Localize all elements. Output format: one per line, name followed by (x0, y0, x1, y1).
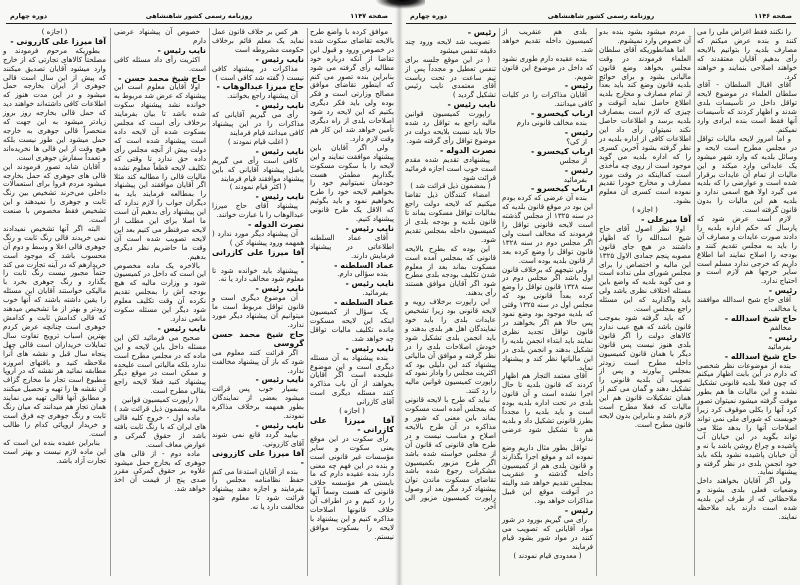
paragraph: و اما امروز لایحه مالیات تواقل در مجلس مطرح است لایحه و وسائل بلدیه که وارد شهر میشود یک عایداتی وارد میکند و این مالیات از تمام آن عایدات برقرار شده است و عوارضی را که بلدیه می گیرد اولا هیچ اسمی ندارد و بلدیه هم این مالیات را بدون قانون گرفته است. (697, 133, 797, 215)
newspaper-title: روزنامه رسمی کشور شاهنشاهی (145, 12, 253, 20)
paragraph: بالاخره یک ماده مخصوص این است که داخل در کمیسیون شود و وزارت مالیه که هیچ بودجه اش را بمجلس تقدیم نکرده آن وقت تکلیف معلوم شود دیگر این مسئله سکوت مانعی ندارد. (114, 260, 206, 323)
paragraph: آقایان شاید تصور فرمودند این قالی های جوهری که حمل بخارجه میشود مردم فروا برای استعمالات داخلی می‌خرند تشخیص بین رنگ ثابت و جوهری را نمیدهند و این تشخیص فقط مخصوص با صنعت است. (3, 161, 106, 225)
procedural-note: ( راپورت کمیسیون قوانین مالیه بمضمون ذیل قرائت شد ) (114, 395, 206, 414)
right-page (402, 0, 800, 585)
speaker-name: نایب رئیس - (345, 343, 394, 353)
paragraph: راپورت کمیسیون قوانین مالیه راجع به تواقل رد شده حالا باید نسبت بلایحه دولت در موضوع تواقل رأی گرفته شود. (405, 109, 496, 145)
binding-shadow (375, 0, 425, 9)
paragraph: اولا آقایان معلوم است این پیشنهاد که عرض شد مربوط به خوانده نشد پیشنهاد سکوت شده باشد تا بیان بفرمایند برخلاف رأی است که مجلس بسکوت شده آن لایحه داده است پیشنهاد شده است که دولت پیش از آنچه مجلس رأی داده حق ندارد تا وقتی که تکلیف لایحه قطعاً معلوم نشده مالیات قالی را مطالبه کند مثلا اگر آقایان موافقند این پیشنهاد را بمطالعه فرمایند باید به دیگران جواب را لازم ندارد که این پیشنهاد رأی بدهیم آن است ما اصلا برای این مطلب از لایحه صرفنظر می کنیم بعد این لایحه تصویب شده است آن وقت ما حاضریم نظر دیگری بدهیم. (114, 82, 206, 261)
text-column (502, 28, 593, 560)
column-divider (596, 28, 597, 576)
procedural-note: ( اجازه ) (41, 27, 68, 36)
paragraph: آقای حاج شیخ اسدالله موافقند یا مخالف. (697, 295, 797, 314)
paragraph: کافی است رأی می گیریم باصل پیشنهاد آقایانی که باین پیشنهاد موافقند قیام فرمایند (212, 155, 304, 183)
paragraph: ماده دوم - از قالی های جوهری که بخارج حمل میشود علاوه بر حقوق گمرکی مقرر صدی پنج از قیمت آن اخذ خواهد شد. (114, 448, 206, 494)
text-column (3, 28, 106, 465)
paragraph: آن پیشنهاد دیگر مورد ندارد ( همهمه ورود پیشنهاد کن ) (212, 228, 304, 247)
speaker-name: عماد السلطنه - (334, 298, 394, 308)
paragraph: آن موضوع دیگری است و قانون تواقل مربوط است ما میتوانیم آن پیشنهاد دیگر مورد ندارد. (212, 293, 304, 329)
speaker-name: رئیس - (768, 332, 797, 342)
procedural-note: ( اکثر قیام نمودند ) (229, 182, 287, 192)
text-column (310, 28, 394, 542)
paragraph: پیشنهاد آقای حاج میرزا عبدالوهاب را با عبارت خوانند. (212, 201, 304, 220)
paragraph: البته اگر آنها تشخیص نمیدادند نمی خریدند قالی رنگ ثابت و رنگ جوهری قالی اعلا و وسط و دوم آن محسوب باشد که موجود است خریدارهم که در آینه تجارت می کند حتماً مجبور نیست رنگ ثابت را بگذارد و رنگ جوهری بخرد با مالیکی خواستند آقایان این مسئله را یقین داشته باشند که آنها خوب زودتر و بهتر از ما تشخیص میدهند که قالی کدامش ثابت و کدامش جوهری است چنانچه عرض کردم بهترین اسباب ترویج تفاوت سال تمایلات خریداران است قالی چهل پنجاه سال قبل و نقشه های آنرا ملاحظه کنید و بافتهای امروزه مطابقه نمائید هر نقشه که در اروپا مطبوع است تجار ما مخارج گزاف آن نقشه ها را تهیه و تحصیل میکنند و مطابق آنها قالی تهیه می نمایند همان تجار هم میدانند که میان رنگ ثابت و رنگ جوهری چه فرق است و خریدار اروپائی کدام را طالب است. (3, 223, 106, 438)
paragraph: اولا نظر اصول آقای حاج شیخ اسدالله را که اظهار داشتند در هیچ جای قانون مصوبه پنجم جمادی الاول ۱۳۲۵ این مالیه و اختصاص را برای مجلس شورای ملی نداده است و می گوید بلدیه که واضع باین مسئله اختلاف نظری باشد ولی باید واگذارید که این مسئله راجع بمجلس است. (599, 223, 691, 314)
paragraph: این بوده که بطرح بالایحه قانونی که بمجلس آمده است مسکوت بماند بعد از معلوم شدن تکلیف بودجه بلدی مطرح شود اگر آقایان موافق هستند رأی بدهند. (405, 243, 496, 298)
page-gutter-shadow (395, 0, 403, 585)
procedural-note: ( اجازه ) (632, 205, 658, 215)
speaker-name: آقا میرزا علی کازرانی - (310, 415, 394, 434)
paragraph: این راپورت برخلاف رویه و لایحه قانونی بود زیرا تشخیص عایدات بلدی را باید خود نمایندگان اهل هر بلدی بدهند و باید انجمن بلدی تشکیل شود خودش اصلاحات بلدی را در نظر گرفته و موافق آن مالیاتی پیشنهاد کند این دلیلی بود که اکثریت مجلس را وادار نمود که راپورت کمیسیون قوانین مالیه را رد کنند. (405, 297, 496, 396)
paragraph: اکثریت رأی داد مسئله کافی است. (114, 54, 206, 73)
paragraph: آقای عماد السلطنه اطلاعاتی در پیشنهاد فرمایش دارند. (310, 232, 394, 260)
paragraph: اگر قرائت کنند معلوم می شود که باز آن پیشنهاد مخالفت ندارد. (212, 347, 304, 375)
paragraph: یک سؤال از کمیسیون اینکه این لایحه مسکوت مانده تکلیف مالیات تواقل چه خواهد شد. (310, 307, 394, 343)
paragraph: از مجلس (559, 155, 587, 165)
speaker-name: رئیس - (564, 81, 593, 91)
speaker-name: نایب رئیس - (447, 100, 496, 110)
text-column (405, 28, 496, 512)
paragraph: رأی سکوت در این موقع یعنی سکوت و سایر مؤسسات غیر قانونی است و بنده در این فهم چه معنی دارد بنده عقیده دارم که ما بایستی هر مؤسسه خلاف قانونی که هست وسعاً آنها را رد کنیم و در اطراف آن خلاف قانونها اصلاحات مذاکره کنیم و این پیشنهاد با لایحه را بسکوت موافق نیستم. (310, 433, 394, 541)
speaker-name: نصرت الدوله - (248, 220, 304, 230)
paragraph: مردم میشود بشود بنده بدو آن خصوص وارد نمیشوم. (599, 27, 691, 45)
paragraph: ولی اگر آقایان بخواهند داخل وضعیات فعلی بلدی بشوند و ملاحظاتی که از طرف این بلدیه شده است دارند باید ملاحظه نمایند. (697, 476, 797, 521)
text-column (697, 28, 797, 522)
speaker-name: نایب رئیس - (255, 420, 304, 430)
speaker-name: ارباب کیخسرو - (530, 146, 593, 156)
speaker-name: نصرت الدوله - (440, 145, 496, 155)
text-column (212, 28, 304, 512)
header-rule (6, 23, 392, 24)
page-number: صفحه ۱۱۴۶ (754, 12, 792, 20)
procedural-note: ( بمضمون ذیل قرائت شد ) (410, 181, 491, 191)
paragraph: هر کس بر خلاف قانون عمل نماید یک معلم قائم برخلاف حکومت مشروطه است (212, 27, 304, 54)
speaker-name: آقا میرزا علی کازرونی - (10, 36, 106, 46)
paragraph: آقایان مذاکرات را در کلیات کافی میدانند. (502, 90, 593, 109)
paragraph: موافق کرده با واضع طرح بالایحه تقاضای سکوت شده در خصوص ورود و قبول این تقاضا از آنکه درباره خود مطالبه رأی گرفته می شود بنابراین بنده تصور می کنم که اینطور تقاضای موافق مصالح وزارتی است و فکر بوده ولی باید فکر دیگری بکنیم که این لایحه رد شود اصلاحات بلدی از راه دیگری تأمین خواهد شد این کار هم وقت لازم دارد. (310, 27, 394, 143)
paragraph: رأی می گیریم بورود در شور مواد آقایانی که تصویب می کنند در مواد شور بشود قیام فرمایند (502, 514, 593, 551)
paragraph: مخالفم (769, 322, 791, 332)
paragraph: بنده از موضوعات نظر شخصی که دارم در این بابت اظهار میکنم که چون فعلا بلدیه قانونی تشکیل نشده و این مالیات ها هم بطور موقت گرفته میشود نمیتوان تصور کرد آنها را بکلی موقوف کرد زیرا خوبست که شورای ملی نمی تواند اصلاحات آنها را بدهد مثلا می تواند بگوید در این خیابان آب پاشیده و چراغ روشن باشد یا نه و آن خیابان پاشیده نشود بلکه باید خود انجمن بلدی در نظر گرفته و پیشنهاد نماید. (697, 360, 797, 477)
speaker-name: نایب رئیس - (345, 279, 394, 289)
paragraph: لازم است عرض شود که پارسال که حکم اداره بلدیه را دادند صورت عایدات و مصارف آن را باید به مجلس تقدیم کنند و بودجه را اصلاح نمایند اما اطلاع داریم که خرجی ندارد مسلم است سایر خرجها هم لازم است و احتیاج ندارد. (697, 214, 797, 286)
paragraph: بفرمائید. (362, 288, 388, 298)
text-column (599, 28, 691, 430)
paragraph: بنابراین عقیده بنده این است که این ماده لازم نیست و بهتر است تجارت آزاد باشد. (3, 437, 106, 465)
paragraph: رأی می گیریم آقایانی که مذاکرات را در این پیشنهاد کافی میدانند قیام فرمایند (212, 110, 304, 137)
paragraph: صحیح می فرمائید لکن این مسئله داخل باین لایحه و این ماده که در مجلس مطرح است ندارد بلکه مالیاتی است علیحده و ممکن است در موقع دیگر پیشنهاد کنید فعلا لایحه راجع بقالی مطرح است. (114, 332, 206, 396)
paragraph: مذاکرات در پیشنهاد کافی نیست ( گفته شد کافی است ) (212, 63, 304, 82)
procedural-note: ( معدودی قیام نمودند ) (513, 550, 582, 560)
page-header (6, 12, 392, 24)
speaker-name: عماد السلطنه - (334, 260, 394, 270)
paragraph: اما همانطوریکه آقای سلطان العلماء فرمودند در وقت مجلس بخواهد وضع قانون مالیاتی بشود و برای حوائج بلدیه قانون وضع کند باید بعداً از تمام مصارف و مخارج بلدیه اطلاع حاصل نماید آنوقت و چیزی که لازم است بمصارف بلدیه برسد و اطلاعات حاصل نکند نمیتوان رأی داد این اطلاعات کافی از اداره بلدیه در نظر گرفته بشود آخرین کسری را که اداره بلدیه می گوید موجود است از روی چه مأخذی است کمااینکه در وقت مورد مصارف و مخارج خودرا تقدیم نموده است کسری آن معلوم بشود. (599, 44, 691, 206)
speaker-name: رئیس - (467, 28, 496, 37)
speaker-name: حاج شیخ محمد حسن گروسی (212, 329, 304, 348)
paragraph: بیایید گردد قانع نمی شوند آقای کازرونی. (212, 429, 304, 448)
paragraph: ( در این موقع جلسه برای تنفس تعطیل و مجدداً پس از نیم ساعت در تحت ریاست آقای معتمدی نایب رئیس تشکیل گردید ) (405, 54, 496, 100)
column-divider (307, 28, 308, 576)
paragraph: آقای اقبال السلطان - آقای سلطان العلماء در موضوع لایحه تواقل داخل در تأسیسات بلدی شدند و اظهار کردند که تأسیسات آنها فقط است بنده ایرادی وارد نمیکنم. (697, 80, 797, 134)
speaker-name: حاج میرزا عبدالوهاب - (216, 82, 304, 92)
header-rule (406, 23, 796, 24)
paragraph: بنده سؤالی دارم. (337, 269, 388, 279)
paragraph: خصوص آن پیشنهاد عرضی دارم (114, 27, 206, 45)
paragraph: ولی نتیجهم که برخلاف قانون اول باشد اگر مجلس دوم در سنه ۱۳۲۸ قانون تواقل را وضع کرده بعداً قانونی بود که مجلس اول در سنه ۱۳۲۵ وقتی که بلدیه موجود بود وضع نمود پس حالا هم اگر بخواهند در قانون تواقل تجدید نظری نمایند باید ابتداء انجمن بلدیه را تشکیل بدهند و انجمن بلدی در این مالیاتها نظر کند و پیشنهاد نماید. (502, 264, 593, 372)
paragraph: بسیار خوب پس قرائت میشود بعضی از نمایندگان بطور همهمه برخلاف مذاکره نمودند. (212, 384, 304, 421)
speaker-name: حاج شیخ محمد حسن - (118, 73, 206, 83)
procedural-note: ( اغلب قیام نمودند ) (227, 136, 289, 146)
paragraph: بطوریکه مرحوم فرمودند و مصلحتاً کالاهای تجارتی که از خارج وارد میشود آقایان تصدیق میکنند که پیش از این سال است قالی جوهری از ایران بخارجه حمل میشود و در این مدت هنوز که اطلاعات کافی داشته‌اند خواهند دید که حمل قالی بخارجه روز بروز زیادتر میشود به این جهت که منحصراً قالی جوهری به خارجه حمل میشود این طور نیست بلکه هیچ وقت از این قالی ها نخریده‌اند و تعمداً سفارش جوهری است. (3, 45, 106, 162)
speaker-name: حاج شیخ اسدالله - (724, 351, 797, 361)
paragraph: بفرمائید (767, 341, 791, 351)
paragraph: بنده مخالف قانونی دارم (516, 118, 587, 128)
speaker-name: نایب رئیس - (255, 54, 304, 64)
paragraph: نباید که طرح با لایحه قانونی که بمجلس آمده است مسکوت بماند باین معنی که شور و مذاکره در آن طرح بالایحه اصلاح و مناسب نیست و در طرح های قانونی که قانون آن از مجلس خواسته شده باشد اگر طرح مزبور بکمیسیون مشکرات رجوع شده باشد تقاضای مسکوت ماندن توان پیشنهاد کرد مگر بعد از وصول راپورت کمیسیون مزبور الی آخر. (405, 395, 496, 512)
text-column (114, 28, 206, 494)
paragraph: ولی اگر آقایان باین پیشنهاد موافقت نمایند و این لایحه را با سکوت مسکوت بگذاریم مطمئن هست خودمان نمیتوانیم خود را بخواهیم لایحه خود را طرح بخواهیم نمود و باید بگوئیم که الاقل یک طرح قانونی پیشنهاد کنیم. (310, 142, 394, 224)
paragraph: پیشنهاد باید خوانده شود تا معلوم شود مخالف دارد یا نه. (212, 265, 304, 284)
page-header (406, 12, 796, 24)
speaker-name: نایب رئیس - (255, 101, 304, 111)
paragraph: بنده از آقایان استدعا می کنم حفظ نظامنامه مجلس را بفرمایند و اجازه دهند پیشنهاد قرائت شود تا معلوم شود مخالفت دارد یا نه. (212, 466, 304, 512)
column-divider (110, 28, 111, 576)
speaker-name: حاج شیخ اسدالله - (724, 314, 797, 323)
paragraph: از کی؟ (566, 136, 587, 146)
speaker-name: رئیس - (768, 286, 797, 296)
paragraph: امضاء کنندگان ذیل تقاضا میکنیم که لایحه دولت راجع بمالیات تواقل مسکوت بماند تا قانون بلدیه و بودجه بلدی از کمیسیون داخله بمجلس تقدیم شود. (405, 190, 496, 244)
paragraph: بنده پیشنهاد به آن مسئله دیگری است و این موضوع علیحده است اگر آقایان بخواهند از آن باب مذاکره کنند مسئله دیگری است آقای کازرانی (310, 352, 394, 407)
paragraph: آقای معتمد التجار هم اظهار کردند که قانون بلدیه تا حال اجرا نشده است و آن قانون بلدی در تحت اداره بلدیه بوده است و باید بلدیه را مجدداً بطرز قانونی تشکیل داد و بلدیه هم تا تشکیل شود عرضی ندارد. (502, 371, 593, 443)
speaker-name: نایب رئیس - (345, 223, 394, 233)
paragraph: را نکنند فقط اغراض ملی را می کنند و بنده عرض میکنم که مصارف بلدیه را بتوانیم بالایحه رأی بدهیم آقایان معتقدند که خواهند اصلاحی بنمایند و خواهند کرد. (697, 27, 797, 81)
speaker-name: رئیس - (564, 506, 593, 516)
speaker-name: نایب رئیس - (255, 146, 304, 156)
paragraph: بنده آن عرضی که کرده بودم این بود در موقع قانون بلدیه که در سنه ۱۳۲۵ از مجلس گذشته است لایحه قانونی تواقل را فرمودند که مخالف است ولی اگر مجلس دوم در سنه ۱۳۲۸ قانون تواقل را وضع کرده بعد از قانون بلدیه بوده است. (502, 193, 594, 265)
speaker-name: نایب رئیس - (157, 45, 206, 55)
volume-label: دوره چهارم (410, 12, 448, 20)
speaker-name: رئیس - (564, 165, 593, 175)
speaker-name: نایب رئیس - (255, 192, 304, 202)
speaker-name: آقا میرعلی - (641, 215, 691, 225)
paragraph: ماده اول - خروج کلیه قالی های ایران که با رنگ ثابت بافته باشد از حقوق گمرکی و عوارض معاف است. (114, 412, 206, 449)
paragraph: تواقل بطور مثال داریم وضع نموده اند و موقع اجرا بگذارند و قانون بلدی هم از کمیسیون داخله گذشته و عنقریب بمجلس تقدیم خواهد شد والبته در آنوقت موقع این قبیل مذاکرات خواهد بود. (502, 442, 593, 506)
column-divider (209, 28, 210, 576)
speaker-name: آقا میرزا علی کازرونی - (212, 448, 304, 467)
left-page (0, 0, 398, 585)
paragraph: بفرمائید (563, 174, 587, 184)
speaker-name: نایب رئیس - (157, 323, 206, 333)
page-number: صفحه ۱۱۴۷ (350, 12, 388, 20)
speaker-name: آقا میرزا علی کازرانی - (212, 247, 304, 266)
paragraph: آن پیشنهاد راجع بخوانند. (227, 91, 298, 101)
paragraph: تصویب شد لایحه ورود چند دقیقه تنفس میشود (405, 36, 496, 55)
paragraph: بنده عقیده دارم طوری نشود که داخل در موضوع این قانون شویم. (502, 53, 593, 81)
column-divider (499, 28, 500, 576)
paragraph: بلدی هم عنقریب از کمیسیون داخله تقدیم خواهد شد. (502, 27, 593, 54)
volume-label: دوره چهارم (10, 12, 48, 20)
speaker-name: نایب رئیس - (255, 375, 304, 385)
paragraph: که باید گرفته شود بموجب قانون باشد که هیچ عیب ندارد کالاهای دولت را اگر قانون بلدی هنوز نیست پس قانون دیگر با همان قانون کمیسیون داخله مطرح است زودتر بمجلس بیاورند و پس از تصویب آن بلدیه قانونی را تشکیل دهند و گمان می کنم از همان تشکیلات قانون هم این مالیات که فعلا مطرح است لازم باشد و بنابراین بدون لایحه قانون مطرح است. (599, 313, 691, 429)
speaker-name: ارباب کیخسرو - (530, 109, 593, 119)
speaker-name: نایب رئیس - (255, 284, 304, 294)
paragraph: پیشنهادی تقدیم شده مقدم است خوب است اجازه فرمائید قرائت شود (405, 154, 496, 182)
procedural-note: ( اجازه ) (339, 406, 365, 416)
column-divider (694, 28, 695, 576)
newspaper-title: روزنامه رسمی کشور شاهنشاهی (547, 12, 655, 20)
speaker-name: رئیس - (564, 127, 593, 137)
speaker-name: ارباب کیخسرو - (530, 184, 593, 194)
